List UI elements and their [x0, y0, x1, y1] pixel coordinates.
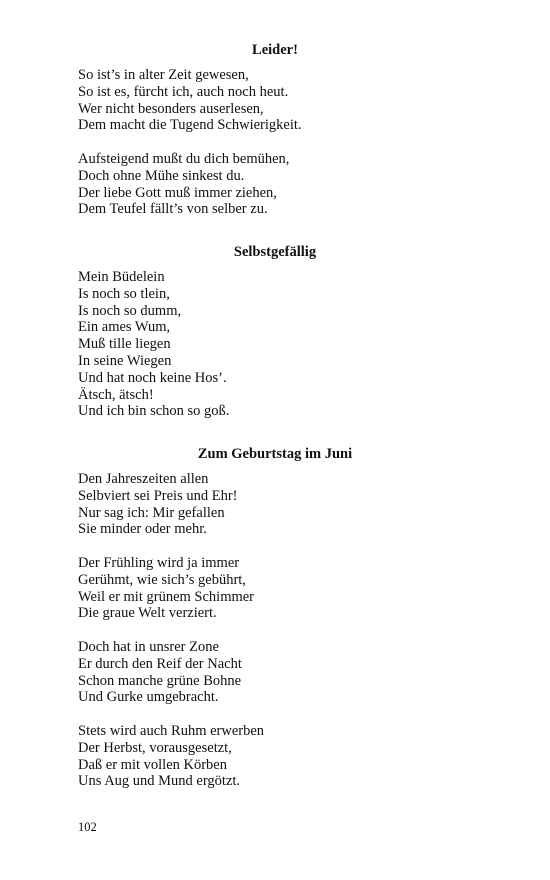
stanza: [78, 67, 472, 134]
verse-line: Und ich bin schon so goß.: [78, 403, 230, 420]
verse-line: Dem macht die Tugend Schwierigkeit.: [78, 117, 302, 134]
verse-line: Uns Aug und Mund ergötzt.: [78, 773, 241, 790]
verse-line: In seine Wiegen: [78, 352, 172, 369]
stanza: [78, 723, 472, 790]
verse-line: Er durch den Reif der Nacht: [78, 655, 242, 672]
verse-line: Selbviert sei Preis und Ehr!: [78, 487, 238, 504]
stanza: [78, 639, 472, 706]
verse-line: Der Herbst, vorausgesetzt,: [78, 739, 232, 756]
verse-line: Dem Teufel fällt’s von selber zu.: [78, 201, 268, 218]
poem-title: Zum Geburtstag im Juni: [197, 446, 353, 462]
verse-line: Sie minder oder mehr.: [78, 521, 207, 538]
verse-line: Doch ohne Mühe sinkest du.: [78, 167, 245, 184]
stanza: [78, 555, 472, 622]
poem-title: Selbstgefällig: [233, 244, 317, 260]
verse-line: Ein ames Wum,: [78, 319, 171, 336]
verse-line: Aufsteigend mußt du dich bemühen,: [78, 151, 290, 167]
poem-title: Leider!: [252, 42, 298, 58]
verse-line: Is noch so tlein,: [78, 285, 170, 302]
verse-line: Daß er mit vollen Körben: [78, 756, 227, 773]
verse-line: Wer nicht besonders auserlesen,: [78, 100, 264, 117]
verse-line: Den Jahreszeiten allen: [78, 471, 209, 487]
verse-line: Is noch so dumm,: [78, 302, 182, 319]
book-page: [78, 0, 472, 880]
verse-line: Und Gurke umgebracht.: [78, 689, 219, 706]
stanza: [78, 269, 472, 420]
verse-line: Weil er mit grünem Schimmer: [78, 588, 255, 605]
verse-line: Stets wird auch Ruhm erwerben: [78, 723, 265, 739]
verse-line: Ätsch, ätsch!: [78, 386, 154, 403]
verse-line: Der liebe Gott muß immer ziehen,: [78, 184, 277, 201]
verse-line: So ist es, fürcht ich, auch noch heut.: [78, 83, 289, 100]
stanza: [78, 471, 472, 538]
verse-line: Schon manche grüne Bohne: [78, 672, 242, 689]
page-number: 102: [78, 820, 97, 834]
verse-line: Und hat noch keine Hos’.: [78, 369, 227, 386]
verse-line: Mein Büdelein: [78, 269, 165, 285]
verse-line: Der Frühling wird ja immer: [78, 555, 240, 571]
verse-line: Doch hat in unsrer Zone: [78, 639, 219, 655]
verse-line: So ist’s in alter Zeit gewesen,: [78, 67, 249, 83]
verse-line: Gerühmt, wie sich’s gebührt,: [78, 571, 246, 588]
verse-line: Muß tille liegen: [78, 336, 171, 353]
verse-line: Nur sag ich: Mir gefallen: [78, 504, 225, 521]
verse-line: Die graue Welt verziert.: [78, 605, 217, 622]
stanza: [78, 151, 472, 218]
